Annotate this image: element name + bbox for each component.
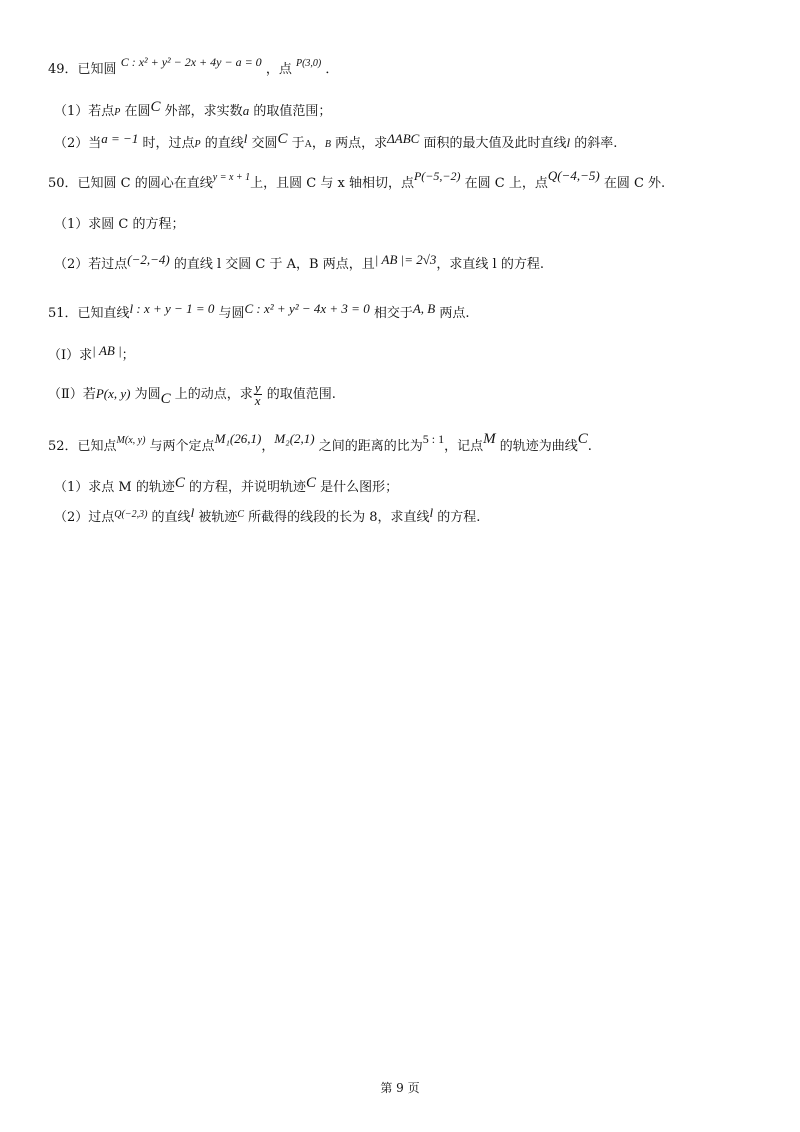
q50-stem: 50．已知圆 C 的圆心在直线$^{y = x + 1}$上，且圆 C 与 x 轴相切，点P(−5,−2) 在圆 C 上，点Q(−4,−5) 在圆 C 外. xyxy=(48,168,666,191)
q49-circle-equation: C : x² + y² − 2x + 4y − a = 0 xyxy=(120,55,262,69)
q49-part1: （1）若点P 在圆C 外部，求实数a 的取值范围； xyxy=(54,99,332,119)
q49-part2: （2）当a = −1 时，过点P 的直线l 交圆C 于A，B 两点，求ΔABC 面积的最大值及此时直线l 的斜率. xyxy=(54,131,618,151)
q51-part2: （Ⅱ）若P(x, y) 为圆C 上的动点，求 $\frac{y}{x}$ 的取值范围. xyxy=(48,380,336,408)
q52-part1: （1）求点 M 的轨迹C 的方程，并说明轨迹C 是什么图形； xyxy=(54,475,399,495)
y-over-x-fraction: $\frac{y}{x}$ xyxy=(254,380,261,408)
q50-point-q: Q(−4,−5) xyxy=(547,168,600,183)
q52-stem: 52．已知点$^{M(x, y)}$ 与两个定点M₁(26,1)，M₂(2,1) 之间的距离的比为5 : 1，记点M 的轨迹为曲线C. xyxy=(48,431,592,454)
q51-part1: （Ⅰ）求| AB |； xyxy=(48,343,135,363)
q50-ab-length: | AB |= 2√3 xyxy=(374,252,437,267)
q49-stem: 49．已知圆 C : x² + y² − 2x + 4y − a = 0 ，点 $^{P(3,0)}$ ． xyxy=(48,55,339,77)
q52-point-m2: M₂(2,1) xyxy=(274,431,315,446)
q49-point: P(3,0) xyxy=(295,58,322,69)
q52-part2: （2）过点$^{Q(-2,3)}$ 的直线l 被轨迹$^C$ 所截得的线段的长为 8，求直线l 的方程. xyxy=(54,505,481,525)
q51-circle-equation: C : x² + y² − 4x + 3 = 0 xyxy=(244,301,370,316)
q52-point-m1: M₁(26,1) xyxy=(214,431,262,446)
q50-part1: （1）求圆 C 的方程； xyxy=(54,217,185,232)
q51-stem: 51．已知直线l : x + y − 1 = 0 与圆C : x² + y² − 4x + 3 = 0 相交于A, B 两点. xyxy=(48,301,470,321)
q51-line-equation: l : x + y − 1 = 0 xyxy=(129,301,215,316)
q50-part2: （2）若过点(−2,−4) 的直线 l 交圆 C 于 A，B 两点，且| AB |= 2√3，求直线 l 的方程. xyxy=(54,252,544,272)
q50-point-p: P(−5,−2) xyxy=(413,169,461,183)
q52-point-q: Q(−2,3) xyxy=(114,509,148,520)
q50-center-line: y = x + 1 xyxy=(212,172,251,183)
page-number: 第 9 页 xyxy=(380,1081,420,1095)
